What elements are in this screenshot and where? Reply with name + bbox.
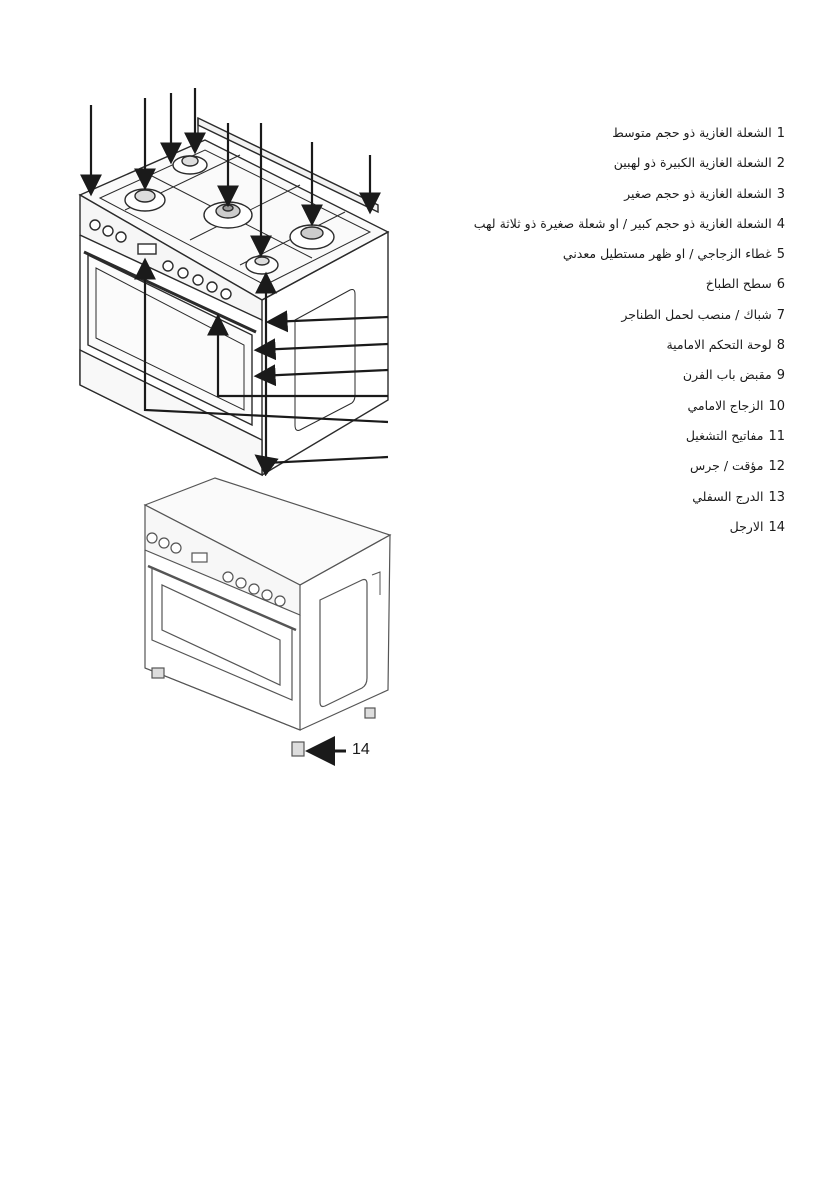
legend-item: 7شباك / منصب لحمل الطناجر xyxy=(621,306,785,323)
burner-small-front xyxy=(246,256,278,274)
legend-item: 9مقبض باب الفرن xyxy=(682,367,785,384)
burner-small-rear xyxy=(173,156,207,174)
timer-display xyxy=(138,244,156,254)
legend-item: 5غطاء الزجاجي / او ظهر مستطيل معدني xyxy=(562,246,785,263)
legend-item: 1الشعلة الغازية ذو حجم متوسط xyxy=(612,125,785,141)
legend-item: 2الشعلة الغازية الكبيرة ذو لهبين xyxy=(613,155,785,172)
burner-large-dual xyxy=(204,202,252,228)
legend-item: 10الزجاج الامامي xyxy=(687,397,785,414)
legend-item: 13الدرج السفلي xyxy=(692,488,785,505)
parts-legend xyxy=(445,120,785,544)
legend-item: 14الارجل xyxy=(729,518,785,535)
legend-item: 6سطح الطباخ xyxy=(705,276,785,293)
cooker-bottom-illustration xyxy=(145,478,390,756)
side-window xyxy=(295,290,355,431)
feet-callout-number: 14 xyxy=(352,741,370,758)
legend-item: 8لوحة التحكم الامامية xyxy=(666,337,785,354)
legend-item: 3الشعلة الغازية ذو حجم صغير xyxy=(624,185,785,202)
legend-item: 11مفاتيح التشغيل xyxy=(685,427,785,444)
cooker-top-illustration xyxy=(80,118,388,475)
legend-item: 12مؤقت / جرس xyxy=(690,458,785,475)
feet xyxy=(152,668,375,756)
burner-large-right xyxy=(290,225,334,249)
legend-item: 4الشعلة الغازية ذو حجم كبير / او شعلة صغيرة ذو ثلاثة لهب xyxy=(473,215,785,232)
burner-medium xyxy=(125,189,165,211)
